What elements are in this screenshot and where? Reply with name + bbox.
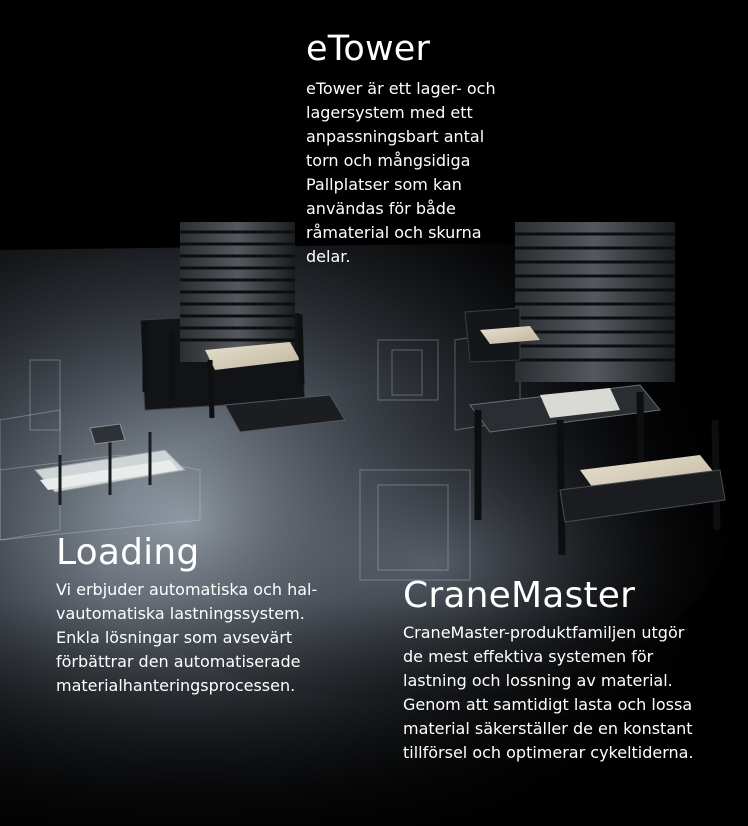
- etower-description: eTower är ett lager- och lagersystem med ett anpassningsbart antal torn och mångsidiga Pallplatser som kan användas för både råmaterial och skurna delar.: [306, 79, 496, 266]
- loading-title: Loading: [56, 532, 200, 573]
- cranemaster-title: CraneMaster: [403, 575, 636, 616]
- loading-description: Vi erbjuder automatiska och hal- vautomatiska lastningssystem. Enkla lösningar som avsevärt förbättrar den automatiserade materialhanteringsprocessen.: [56, 580, 318, 695]
- cranemaster-section: [403, 575, 743, 765]
- loading-section: [56, 532, 396, 698]
- etower-section: [306, 29, 546, 269]
- etower-title: eTower: [306, 29, 431, 69]
- cranemaster-description: CraneMaster-produktfamiljen utgör de mest effektiva systemen för lastning och lossning av material. Genom att samtidigt lasta och lossa material säkerställer de en konstant tillförsel och optimerar cykeltiderna.: [403, 623, 694, 762]
